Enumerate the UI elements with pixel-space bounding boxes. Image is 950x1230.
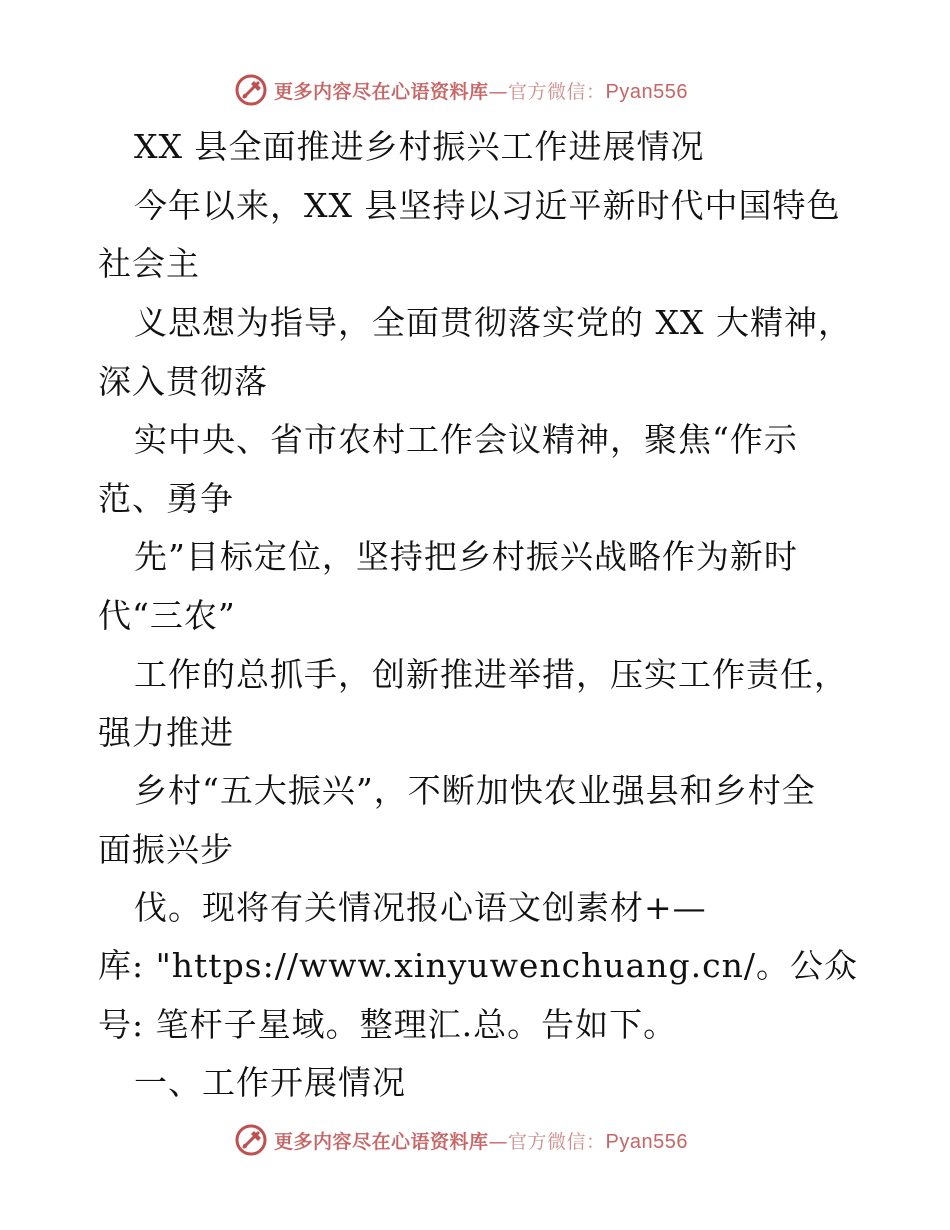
watermark-official-label: 官方微信： <box>508 80 606 103</box>
section-heading: 一、工作开展情况 <box>134 1063 406 1102</box>
paragraph-line: 代“三农” <box>98 596 236 635</box>
watermark-main-text: 更多内容尽在心语资料库 <box>274 80 489 103</box>
paragraph-line: 乡村“五大振兴”，不断加快农业强县和乡村全 <box>134 771 816 810</box>
paragraph-line: 强力推进 <box>98 713 234 752</box>
paragraph-line: 社会主 <box>98 244 200 283</box>
watermark-main-text: 更多内容尽在心语资料库 <box>274 1130 489 1153</box>
paragraph-line: 库: "https://www.xinyuwenchuang.cn/。公众 <box>98 946 859 985</box>
paragraph-line: 伐。现将有关情况报心语文创素材+— <box>134 888 707 927</box>
paragraph-line: 今年以来，XX 县坚持以习近平新时代中国特色 <box>134 186 841 225</box>
brand-logo-icon <box>234 73 268 107</box>
paragraph-line: 义思想为指导，全面贯彻落实党的 XX 大精神， <box>134 303 852 342</box>
watermark-id: Pyan556 <box>605 80 688 103</box>
document-title: XX 县全面推进乡村振兴工作进展情况 <box>134 127 705 166</box>
paragraph-line: 工作的总抓手，创新推进举措，压实工作责任， <box>134 655 848 694</box>
watermark-separator: — <box>488 80 509 103</box>
brand-logo-icon <box>234 1123 268 1157</box>
watermark-id: Pyan556 <box>605 1130 688 1153</box>
paragraph-line: 范、勇争 <box>98 479 234 518</box>
watermark-official-label: 官方微信： <box>508 1130 606 1153</box>
watermark-separator: — <box>488 1130 509 1153</box>
header-watermark <box>234 72 688 108</box>
footer-watermark <box>234 1122 688 1158</box>
paragraph-line: 号: 笔杆子星域。整理汇.总。告如下。 <box>98 1005 678 1044</box>
paragraph-line: 先”目标定位，坚持把乡村振兴战略作为新时 <box>134 537 798 576</box>
paragraph-line: 实中央、省市农村工作会议精神，聚焦“作示 <box>134 420 798 459</box>
paragraph-line: 深入贯彻落 <box>98 362 268 401</box>
paragraph-line: 面振兴步 <box>98 830 234 869</box>
